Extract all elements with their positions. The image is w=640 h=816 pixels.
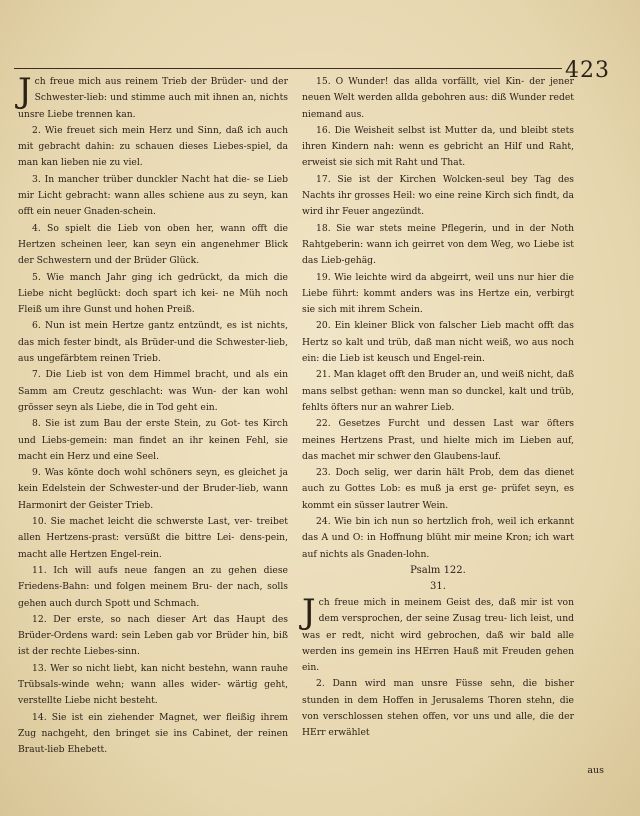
left-column [18,71,288,758]
verse: 9. Was könte doch wohl schöners seyn, es gleichet ja kein Edelstein der Schwester-und der Bruder-lieb, wann Harmonirt der Geister Trieb. [18,467,288,511]
verse: 6. Nun ist mein Hertze gantz entzündt, es ist nichts, das mich fester bindt, als Brüder-und die Schwester-lieb, aus ungefärbtem reinen Trieb. [18,320,288,365]
verse: 2. Dann wird man unsre Füsse sehn, die bisher stunden in dem Hoffen in Jerusalems Thoren stehn, die von verschlossen stehen offen, vor uns und alle, die der HErr erwählet [302,678,574,739]
verse: 20. Ein kleiner Blick von falscher Lieb macht offt das Hertz so kalt und trüb, daß man nicht weiß, wo aus noch ein: die Lieb ist keusch und Engel-rein. [302,320,574,365]
verse: 3. In mancher trüber dunckler Nacht hat die- se Lieb mir Licht gebracht: wann alles schiene aus zu seyn, kan offt ein neuer Gnaden-schein. [18,173,288,218]
verse: 5. Wie manch Jahr ging ich gedrückt, da mich die Liebe nicht beglückt: doch spart ich kei- ne Müh noch Fleiß um ihre Gunst und hohen Preiß. [18,271,288,316]
dropcap-letter: J [302,591,316,632]
verse: 22. Gesetzes Furcht und dessen Last war öfters meines Hertzens Prast, und hielte mich im Lieben auf, das machet mir schwer den Glaubens-lauf. [302,418,574,462]
verse: 18. Sie war stets meine Pflegerin, und in der Noth Rahtgeberin: wann ich geirret von dem Weg, wo Liebe ist das Lieb-gehäg. [302,222,574,267]
verse: 8. Sie ist zum Bau der erste Stein, zu Got- tes Kirch und Liebs-gemein: man findet an ihr keinen Fehl, sie macht ein Herz und eine Seel. [18,418,288,462]
verse: 24. Wie bin ich nun so hertzlich froh, weil ich erkannt das A und O: in Hoffnung blüht mir meine Kron; ich wart auf nichts als Gnaden-lohn. [302,516,574,560]
page-number: 423 [565,58,610,83]
verse: 4. So spielt die Lieb von oben her, wann offt die Hertzen scheinen leer, kan seyn ein angenehmer Blick der Schwestern und der Brüder Glück. [18,222,288,267]
verse: 2. Wie freuet sich mein Herz und Sinn, daß ich auch mit gebracht dahin: zu schauen dieses Liebes-spiel, da man kan lieben nie zu viel. [18,124,288,169]
verse: 23. Doch selig, wer darin hält Prob, dem das dienet auch zu Gottes Lob: es muß ja erst ge- prüfet seyn, es kommt ein süsser lautrer Wein. [302,467,574,511]
verse: 10. Sie machet leicht die schwerste Last, ver- treibet allen Hertzens-prast: versüßt die bittre Lei- dens-pein, macht alle Hertzen Engel-rein. [18,516,288,560]
verse: 7. Die Lieb ist von dem Himmel bracht, und als ein Samm am Creutz geschlacht: was Wun- der kan wohl grösser seyn als Liebe, die in Tod geht ein. [18,369,288,413]
verse: 14. Sie ist ein ziehender Magnet, wer fleißig ihrem Zug nachgeht, den bringet sie ins Cabinet, der reinen Braut-lieb Ehebett. [18,711,288,756]
catchword: aus [587,765,604,776]
verse: 19. Wie leichte wird da abgeirrt, weil uns nur hier die Liebe führt: kommt anders was ins Hertze ein, verbirgt sie sich mit ihrem Schein. [302,271,574,316]
verse: 15. O Wunder! das allda vorfällt, viel Kin- der jener neuen Welt werden allda gebohren aus: diß Wunder redet niemand aus. [302,76,574,120]
hymn-number: 31. [430,580,446,592]
hymn-heading [302,563,574,595]
verse: Jch freue mich in meinem Geist des, daß mir ist von dem versprochen, der seine Zusag treu- lich leist, und was er redt, nicht wird gebrochen, daß wir bald alle werden ins gemein ins HErren Hauß mit Freuden gehen ein. [302,591,574,674]
verse: 13. Wer so nicht liebt, kan nicht bestehn, wann rauhe Trübsals-winde wehn; wann alles wider- wärtig geht, verstellte Liebe nicht besteht. [18,662,288,707]
verse: 17. Sie ist der Kirchen Wolcken-seul bey Tag des Nachts ihr grosses Heil: wo eine reine Kirch sich findt, da wird ihr Feuer angezündt. [302,173,574,218]
verse: Jch freue mich aus reinem Trieb der Brüder- und der Schwester-lieb: und stimme auch mit ihnen an, nichts unsre Liebe trennen kan. [18,71,288,120]
verse: 21. Man klaget offt den Bruder an, und weiß nicht, daß mans selbst gethan: wenn man so dunckel, kalt und trüb, fehlts öfters nur an wahrer Lieb. [302,369,574,413]
dropcap-letter: J [18,71,32,111]
verse: 11. Ich will aufs neue fangen an zu gehen diese Friedens-Bahn: und folgen meinem Bru- der nach, solls gehen auch durch Spott und Schmach. [18,564,288,609]
verse: 12. Der erste, so nach dieser Art das Haupt des Brüder-Ordens ward: sein Leben gab vor Brüder hin, biß ist der rechte Liebes-sinn. [18,613,288,658]
header-rule [14,68,562,69]
right-column [302,74,574,742]
verse: 16. Die Weisheit selbst ist Mutter da, und bleibt stets ihren Kindern nah: wenn es gebricht an Hilf und Raht, erweist sie sich mit Raht und That. [302,124,574,169]
hymn-title: Psalm 122. [410,564,466,576]
